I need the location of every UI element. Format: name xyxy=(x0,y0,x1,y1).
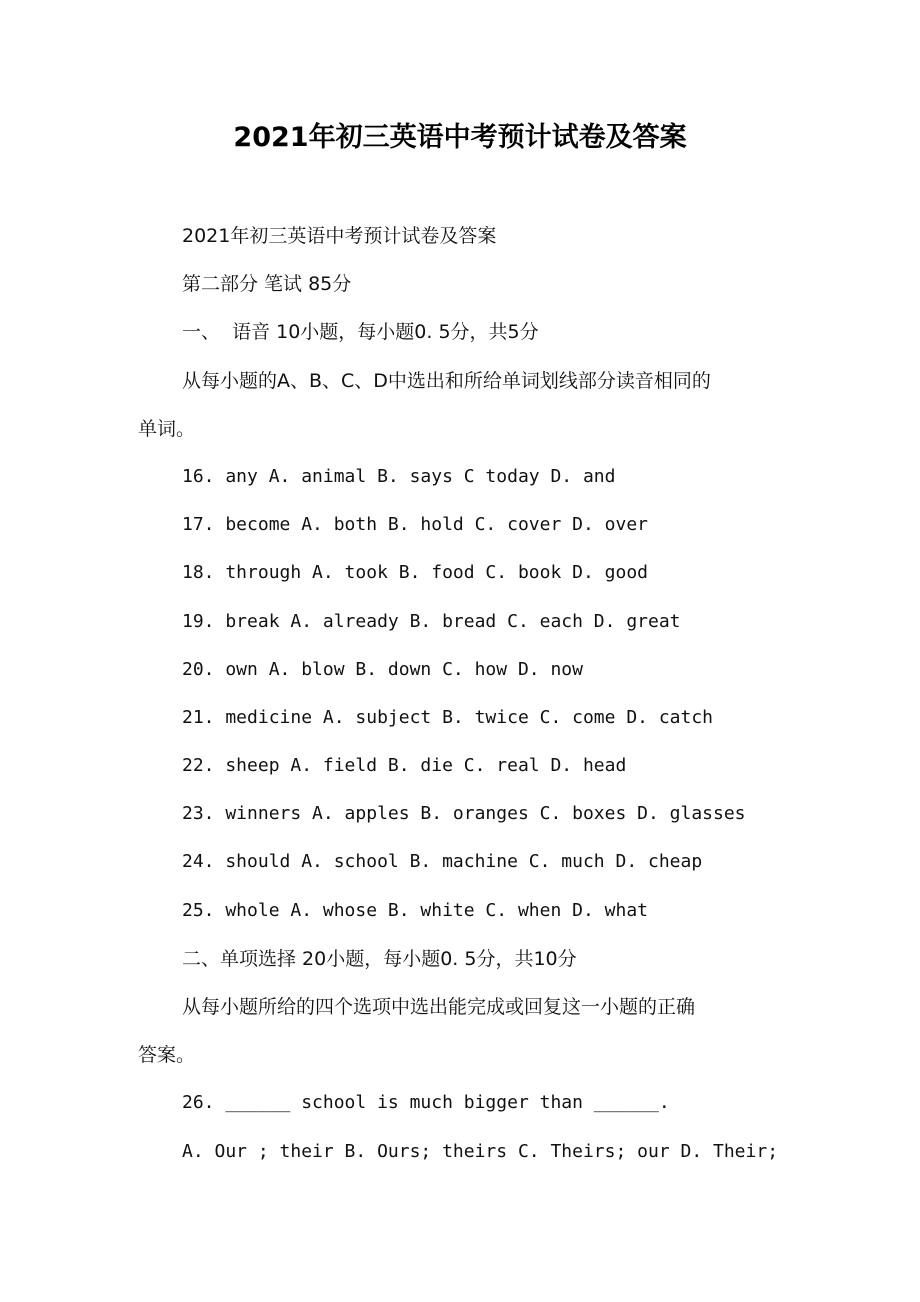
section2-heading: 二、单项选择 20小题，每小题0. 5分，共10分 xyxy=(182,947,577,970)
question-26-options: A. Our ; their B. Ours; theirs C. Theirs; our D. Their; xyxy=(182,1140,779,1162)
phonics-item: 24. should A. school B. machine C. much D. cheap xyxy=(182,851,703,873)
question-26-stem: 26. ______ school is much bigger than ______. xyxy=(182,1092,670,1114)
phonics-item: 21. medicine A. subject B. twice C. come D. catch xyxy=(182,706,714,728)
phonics-item: 22. sheep A. field B. die C. real D. head xyxy=(182,755,627,777)
section1-heading: 一、 语音 10小题，每小题0. 5分，共5分 xyxy=(182,321,539,344)
phonics-item: 25. whole A. whose B. white C. when D. what xyxy=(182,899,648,921)
part-heading: 第二部分 笔试 85分 xyxy=(182,273,352,296)
phonics-item: 17. become A. both B. hold C. cover D. over xyxy=(182,514,648,536)
document-body xyxy=(138,212,788,1176)
section2-instruction-continued: 答案。 xyxy=(138,1044,196,1067)
section1-instruction: 从每小题的A、B、C、D中选出和所给单词划线部分读音相同的 xyxy=(182,369,711,392)
document-title: 2021年初三英语中考预计试卷及答案 xyxy=(233,122,687,153)
phonics-item: 20. own A. blow B. down C. how D. now xyxy=(182,658,583,680)
section2-instruction: 从每小题所给的四个选项中选出能完成或回复这一小题的正确 xyxy=(182,996,696,1018)
phonics-item: 19. break A. already B. bread C. each D. great xyxy=(182,610,681,632)
section1-instruction-continued: 单词。 xyxy=(138,417,196,440)
phonics-item: 18. through A. took B. food C. book D. good xyxy=(182,562,648,584)
phonics-item: 16. any A. animal B. says C today D. and xyxy=(182,465,616,487)
phonics-item: 23. winners A. apples B. oranges C. boxes D. glasses xyxy=(182,803,746,825)
subtitle: 2021年初三英语中考预计试卷及答案 xyxy=(182,225,497,247)
